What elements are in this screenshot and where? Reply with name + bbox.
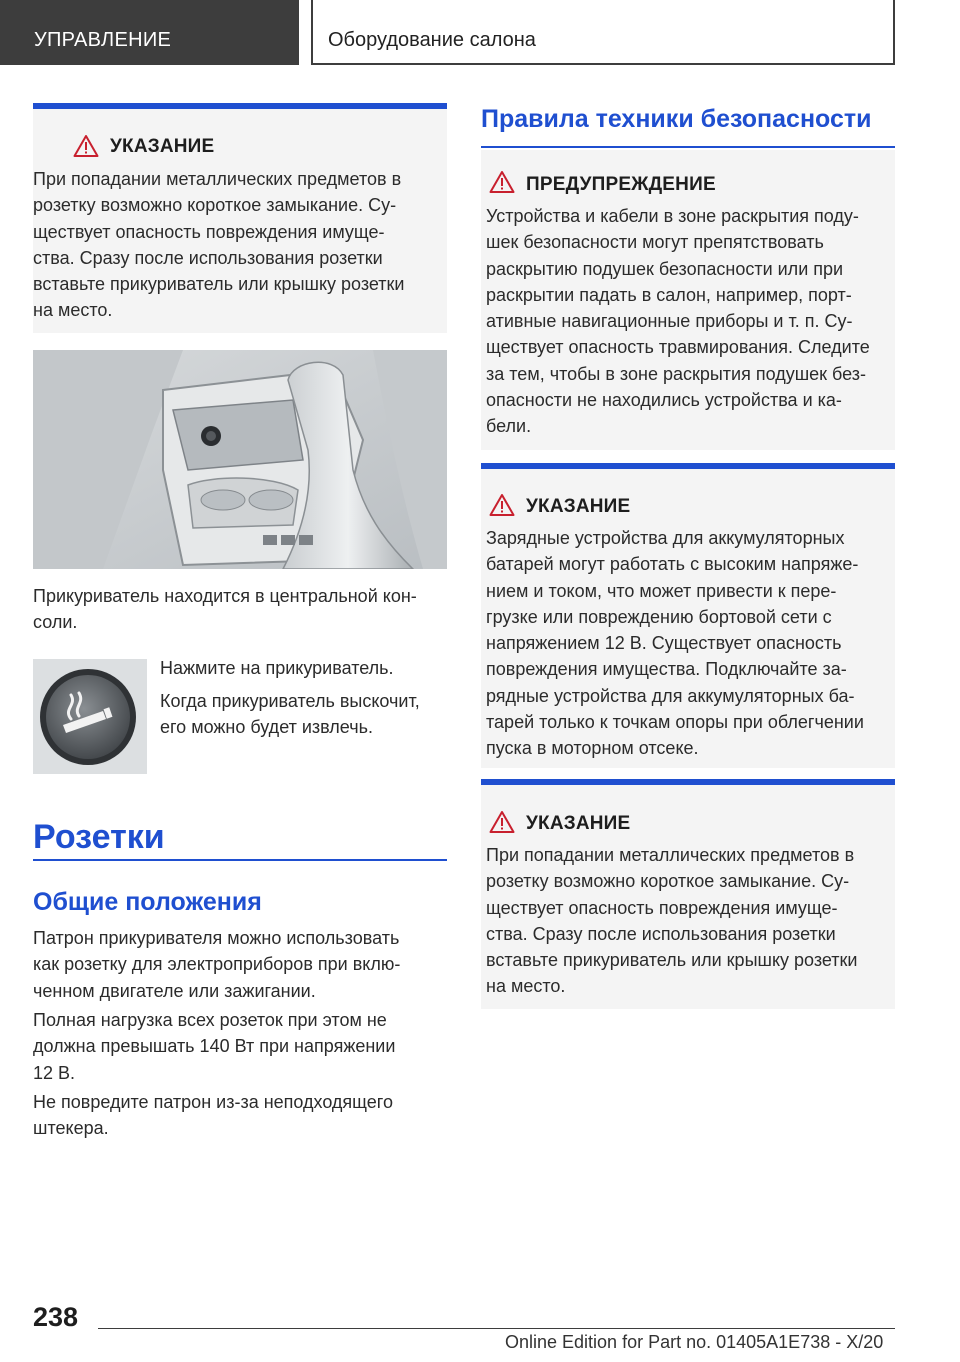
paragraph-line: ченном двигателе или зажигании. [33,980,316,1001]
notice-line: ства. Сразу после использования розетки [486,923,836,944]
warning-box [481,150,895,450]
warning-line: бели. [486,416,532,437]
warning-line: ативные навигационные приборы и т. п. Су- [486,311,853,332]
header-chapter-label: Оборудование салона [328,29,536,51]
notice-title: УКАЗАНИЕ [110,136,215,157]
notice-line: повреждения имущества. Подключайте за- [486,659,847,680]
notice-line: грузке или повреждению бортовой сети с [486,606,832,627]
paragraph-line: 12 В. [33,1062,76,1083]
footer-rule [98,1328,895,1329]
notice-box-left [33,103,447,333]
notice-line: на место. [486,976,566,997]
console-caption-line: Прикуриватель находится в центральной кон- [33,586,417,606]
notice-line: нием и током, что может привести к пере- [486,580,837,601]
notice-line: розетку возможно короткое замыкание. Су- [486,871,850,892]
paragraph-line: как розетку для электроприборов при вклю- [33,954,401,975]
lighter-pop-line: его можно будет извлечь. [160,717,373,738]
warning-line: ществует опасность травмирования. Следите [486,337,870,358]
warning-line: опасности не находились устройства и ка- [486,390,842,411]
warning-triangle-icon [489,493,515,517]
warning-title: ПРЕДУПРЕЖДЕНИЕ [526,174,716,195]
notice-line: вставьте прикуриватель или крышку розетки [33,274,405,295]
lighter-pop-text [160,688,420,741]
warning-line: раскрытию подушек безопасности или при [486,258,844,279]
cigarette-lighter-icon [33,659,147,774]
center-console-drawing [33,350,447,569]
notice-line: ществует опасность повреждения имуще- [486,897,838,918]
warning-text [486,203,870,440]
warning-triangle-icon [73,134,99,158]
safety-heading: Правила техники безопасности [481,105,872,133]
notice-charger-text [486,525,864,762]
notice-line: на место. [33,300,113,321]
paragraph-line: должна превышать 140 Вт при напряжении [33,1036,396,1057]
cigarette-lighter-illustration [33,659,147,774]
safety-heading-rule [481,146,895,148]
warning-line: шек безопасности могут препятствовать [486,232,824,253]
warning-triangle-icon [489,810,515,834]
notice-line: пуска в моторном отсеке. [486,738,699,759]
paragraph-line: Патрон прикуривателя можно использовать [33,928,400,948]
notice-line: тарей только к точкам опоры при облегчении [486,712,864,733]
notice-line: При попадании металлических предметов в [33,169,402,189]
warning-line: за тем, чтобы в зоне раскрытия подушек без- [486,363,867,384]
notice-line: розетку возможно короткое замыкание. Су- [33,195,397,216]
paragraph-lighter-socket [33,925,400,1004]
lighter-pop-line: Когда прикуриватель выскочит, [160,691,420,711]
console-caption [33,583,417,636]
console-caption-line: соли. [33,612,78,633]
notice-box-charger [481,463,895,768]
paragraph-load-limit [33,1007,395,1086]
header-section-tab [0,0,299,65]
press-lighter-text: Нажмите на прикуриватель. [160,658,394,678]
notice-line: вставьте прикуриватель или крышку розетки [486,950,858,971]
notice-metal-text [486,842,857,1000]
page-number: 238 [33,1302,79,1332]
sockets-heading: Розетки [33,818,165,856]
notice-line: ществует опасность повреждения имуще- [33,221,385,242]
paragraph-line: Полная нагрузка всех розеток при этом не [33,1010,387,1030]
paragraph-plug-warning [33,1089,393,1142]
notice-line: батарей могут работать с высоким напряже- [486,554,859,575]
center-console-illustration [33,350,447,569]
header-section-label: УПРАВЛЕНИЕ [34,29,172,51]
notice-title: УКАЗАНИЕ [526,496,631,517]
paragraph-line: штекера. [33,1118,109,1139]
warning-line: Устройства и кабели в зоне раскрытия поду- [486,206,859,226]
paragraph-line: Не повредите патрон из-за неподходящего [33,1092,393,1112]
sockets-heading-rule [33,859,447,861]
notice-title: УКАЗАНИЕ [526,813,631,834]
footer-edition: Online Edition for Part no. 01405A1E738 - X/20 [505,1332,884,1352]
notice-box-metal [481,779,895,1009]
notice-line: напряжением 12 В. Существует опасность [486,633,842,654]
notice-line: ства. Сразу после использования розетки [33,247,383,268]
notice-line: При попадании металлических предметов в [486,845,855,865]
header-chapter-tab [311,0,895,65]
warning-triangle-icon [489,170,515,194]
notice-line: рядные устройства для аккумуляторных ба- [486,685,855,706]
warning-line: раскрытии падать в салон, например, порт- [486,284,852,305]
notice-line: Зарядные устройства для аккумуляторных [486,528,845,548]
general-heading: Общие положения [33,888,262,916]
